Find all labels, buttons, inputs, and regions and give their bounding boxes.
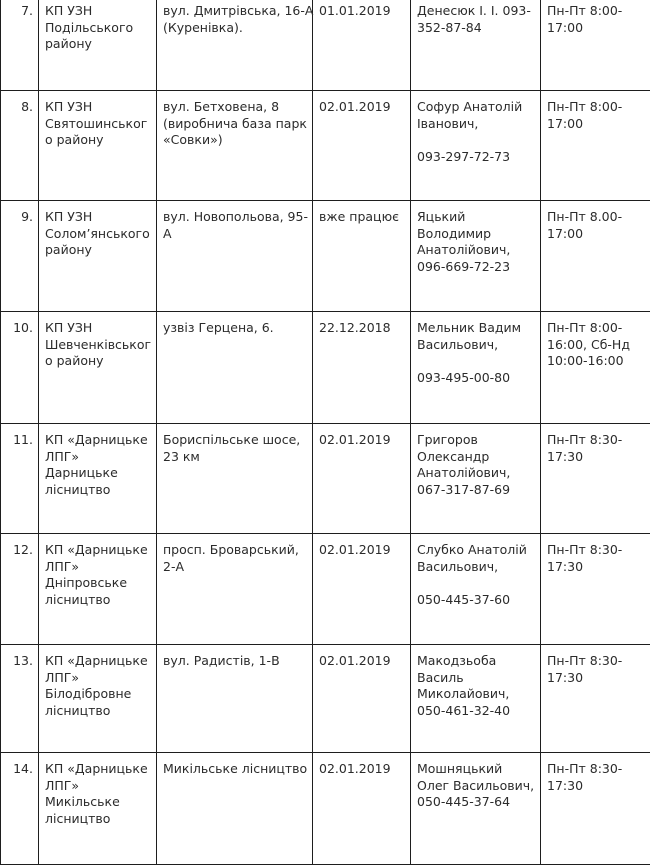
cell-line: узвіз Герцена, 6. — [163, 320, 274, 335]
cell-line: КП «Дарницьке — [45, 761, 148, 776]
cell-line: 16:00, Сб-Нд — [547, 336, 630, 352]
facilities-table-body — [1, 0, 650, 865]
cell-line: КП «Дарницьке — [45, 542, 148, 557]
row-number-cell — [1, 424, 39, 534]
organization-cell — [39, 753, 157, 865]
blank-line — [417, 575, 536, 592]
cell-line: 2-А — [163, 558, 185, 574]
cell-line: Білодібровне — [45, 686, 132, 702]
address-cell — [157, 645, 313, 753]
cell-line: «Совки») — [163, 132, 223, 148]
cell-line: (виробнича база парк — [163, 115, 307, 131]
organization-cell — [39, 0, 157, 91]
blank-line — [417, 132, 536, 149]
cell-line: вул. Радистів, 1-В — [163, 653, 280, 668]
cell-text: вже працює — [319, 209, 399, 224]
working-hours-cell — [541, 534, 650, 645]
cell-text: 02.01.2019 — [319, 99, 391, 114]
table-row — [1, 0, 650, 91]
cell-line: Дніпровське — [45, 575, 128, 591]
cell-line: 23 км — [163, 448, 200, 464]
cell-line: лісництво — [45, 591, 111, 607]
organization-cell — [39, 534, 157, 645]
start-date-cell — [313, 645, 411, 753]
cell-line: ЛПГ» — [45, 669, 80, 685]
row-number-cell — [1, 753, 39, 865]
start-date-cell — [313, 534, 411, 645]
cell-line: просп. Броварський, — [163, 542, 299, 557]
cell-line: Макодзьоба — [417, 653, 497, 668]
cell-line: Володимир — [417, 225, 492, 241]
cell-line: Пн-Пт 8:30- — [547, 653, 623, 668]
cell-line: ЛПГ» — [45, 777, 80, 793]
cell-line: Анатолійович, — [417, 242, 511, 258]
cell-line: 17:00 — [547, 19, 584, 35]
cell-line: Олег Васильович, — [417, 777, 535, 793]
cell-line: 17:30 — [547, 558, 584, 574]
cell-text: 7. — [21, 3, 33, 18]
address-cell — [157, 0, 313, 91]
contact-cell — [411, 645, 541, 753]
organization-cell — [39, 424, 157, 534]
cell-line: о району — [45, 353, 104, 369]
start-date-cell — [313, 312, 411, 424]
cell-line: Дарницьке — [45, 465, 118, 481]
row-number-cell — [1, 91, 39, 201]
cell-line: Софур Анатолій — [417, 99, 523, 114]
start-date-cell — [313, 424, 411, 534]
cell-line: 050-445-37-60 — [417, 591, 511, 607]
cell-line: Святошинськог — [45, 115, 148, 131]
cell-line: Микільське лісництво — [163, 761, 308, 776]
cell-line: 352-87-84 — [417, 19, 482, 35]
table-row — [1, 645, 650, 753]
cell-line: Пн-Пт 8.00- — [547, 209, 623, 224]
cell-line: вул. Бетховена, 8 — [163, 99, 280, 114]
address-cell — [157, 534, 313, 645]
cell-line: району — [45, 242, 92, 258]
contact-cell — [411, 424, 541, 534]
cell-text: 11. — [13, 432, 33, 447]
cell-line: Анатолійович, — [417, 465, 511, 481]
cell-line: КП УЗН — [45, 3, 93, 18]
row-number-cell — [1, 0, 39, 91]
cell-line: КП УЗН — [45, 320, 93, 335]
contact-cell — [411, 312, 541, 424]
blank-line — [417, 353, 536, 370]
cell-line: Солом’янського — [45, 225, 150, 241]
cell-line: Яцький — [417, 209, 466, 224]
cell-line: Григоров — [417, 432, 478, 447]
cell-line: А — [163, 225, 172, 241]
row-number-cell — [1, 312, 39, 424]
cell-line: 093-495-00-80 — [417, 369, 511, 385]
start-date-cell — [313, 0, 411, 91]
cell-line: Пн-Пт 8:00- — [547, 99, 623, 114]
contact-cell — [411, 534, 541, 645]
cell-line: Слубко Анатолій — [417, 542, 527, 557]
cell-line: 067-317-87-69 — [417, 481, 511, 497]
row-number-cell — [1, 201, 39, 312]
cell-line: 17:00 — [547, 115, 584, 131]
table-row — [1, 753, 650, 865]
table-row — [1, 534, 650, 645]
cell-line: ЛПГ» — [45, 558, 80, 574]
working-hours-cell — [541, 91, 650, 201]
organization-cell — [39, 312, 157, 424]
cell-line: 17:30 — [547, 777, 584, 793]
cell-line: Васильович, — [417, 558, 499, 574]
cell-line: Шевченківськог — [45, 336, 152, 352]
contact-cell — [411, 753, 541, 865]
cell-line: Микільське — [45, 794, 120, 810]
cell-text: 22.12.2018 — [319, 320, 391, 335]
cell-text: 02.01.2019 — [319, 653, 391, 668]
cell-text: 10. — [13, 320, 33, 335]
row-number-cell — [1, 534, 39, 645]
contact-cell — [411, 201, 541, 312]
cell-line: Пн-Пт 8:30- — [547, 542, 623, 557]
cell-line: Миколайович, — [417, 686, 510, 702]
cell-line: КП УЗН — [45, 209, 93, 224]
cell-line: району — [45, 36, 92, 52]
working-hours-cell — [541, 753, 650, 865]
cell-line: 096-669-72-23 — [417, 258, 511, 274]
cell-line: Пн-Пт 8:00- — [547, 320, 623, 335]
cell-line: 17:00 — [547, 225, 584, 241]
working-hours-cell — [541, 645, 650, 753]
cell-line: Подільського — [45, 19, 134, 35]
address-cell — [157, 753, 313, 865]
cell-line: 17:30 — [547, 448, 584, 464]
address-cell — [157, 312, 313, 424]
cell-line: (Куренівка). — [163, 19, 243, 35]
cell-line: лісництво — [45, 810, 111, 826]
cell-line: ЛПГ» — [45, 448, 80, 464]
working-hours-cell — [541, 201, 650, 312]
table-row — [1, 91, 650, 201]
table-row — [1, 424, 650, 534]
cell-text: 8. — [21, 99, 33, 114]
cell-line: 17:30 — [547, 669, 584, 685]
organization-cell — [39, 645, 157, 753]
cell-line: Пн-Пт 8:30- — [547, 432, 623, 447]
cell-line: Пн-Пт 8:30- — [547, 761, 623, 776]
cell-text: 02.01.2019 — [319, 761, 391, 776]
cell-line: Василь — [417, 669, 464, 685]
cell-line: Олександр — [417, 448, 490, 464]
working-hours-cell — [541, 424, 650, 534]
cell-text: 9. — [21, 209, 33, 224]
cell-line: лісництво — [45, 481, 111, 497]
cell-line: Бориспільське шосе, — [163, 432, 301, 447]
address-cell — [157, 201, 313, 312]
cell-line: Мошняцький — [417, 761, 503, 776]
cell-line: Іванович, — [417, 115, 479, 131]
cell-line: КП «Дарницьке — [45, 432, 148, 447]
row-number-cell — [1, 645, 39, 753]
address-cell — [157, 91, 313, 201]
cell-text: 01.01.2019 — [319, 3, 391, 18]
cell-line: лісництво — [45, 702, 111, 718]
working-hours-cell — [541, 312, 650, 424]
cell-text: 14. — [13, 761, 33, 776]
cell-line: Васильович, — [417, 336, 499, 352]
cell-line: вул. Новопольова, 95- — [163, 209, 308, 224]
address-cell — [157, 424, 313, 534]
start-date-cell — [313, 201, 411, 312]
cell-line: Мельник Вадим — [417, 320, 522, 335]
cell-line: Пн-Пт 8:00- — [547, 3, 623, 18]
cell-line: Денесюк І. І. 093- — [417, 3, 531, 18]
working-hours-cell — [541, 0, 650, 91]
cell-line: КП УЗН — [45, 99, 93, 114]
cell-line: вул. Дмитрівська, 16-А — [163, 3, 314, 18]
cell-line: КП «Дарницьке — [45, 653, 148, 668]
cell-text: 13. — [13, 653, 33, 668]
contact-cell — [411, 91, 541, 201]
start-date-cell — [313, 753, 411, 865]
table-row — [1, 312, 650, 424]
cell-line: 10:00-16:00 — [547, 353, 624, 369]
cell-text: 02.01.2019 — [319, 432, 391, 447]
organization-cell — [39, 91, 157, 201]
cell-text: 12. — [13, 542, 33, 557]
contact-cell — [411, 0, 541, 91]
cell-line: 050-445-37-64 — [417, 794, 511, 810]
organization-cell — [39, 201, 157, 312]
cell-line: 050-461-32-40 — [417, 702, 511, 718]
cell-line: о району — [45, 132, 104, 148]
table-row — [1, 201, 650, 312]
cell-line: 093-297-72-73 — [417, 148, 511, 164]
cell-text: 02.01.2019 — [319, 542, 391, 557]
start-date-cell — [313, 91, 411, 201]
